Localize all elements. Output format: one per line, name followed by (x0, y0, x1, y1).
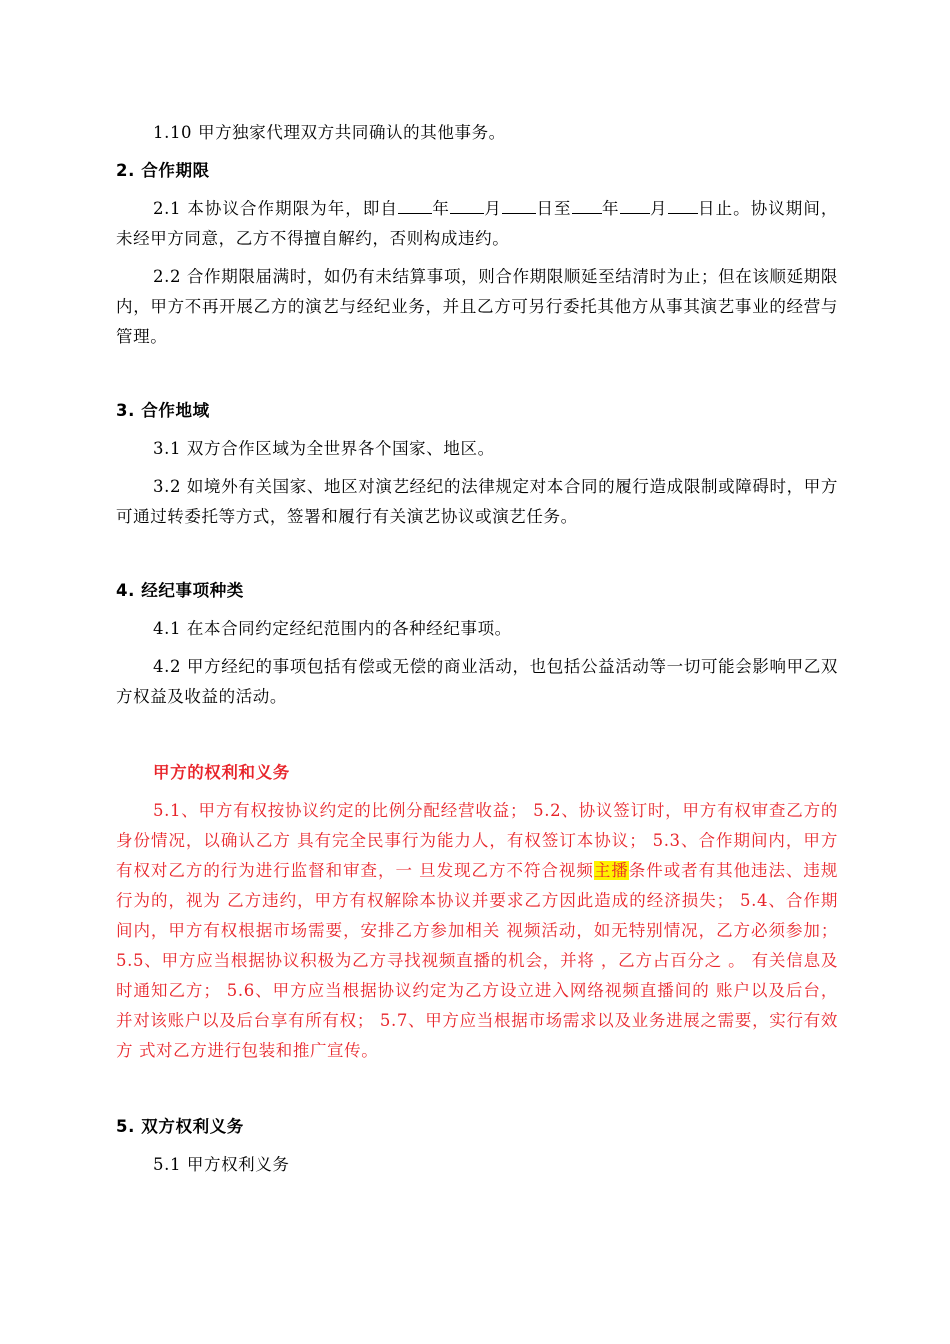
red-rights-paragraph (116, 796, 838, 1066)
clause-2-1 (116, 194, 838, 254)
clause-2-1-text-d: 日至 (536, 199, 572, 218)
clause-2-2: 2.2 合作期限届满时，如仍有未结算事项，则合作期限顺延至结清时为止；但在该顺延期限内，甲方不再开展乙方的演艺与经纪业务，并且乙方可另行委托其他方从事其演艺事业的经营与管理。 (116, 267, 838, 346)
highlighted-text: 主播 (593, 861, 629, 880)
document-body (116, 118, 838, 1180)
clause-2-1-text-c: 月 (483, 199, 502, 218)
section-heading-3: 3. 合作地域 (116, 401, 210, 420)
blank-line (572, 195, 602, 214)
clause-1-10: 1.10 甲方独家代理双方共同确认的其他事务。 (153, 123, 506, 142)
blank-line (620, 195, 650, 214)
clause-2-1-text-b: 年 (431, 199, 450, 218)
clause-4-1: 4.1 在本合同约定经纪范围内的各种经纪事项。 (153, 619, 512, 638)
blank-line (502, 195, 536, 214)
section-heading-2: 2. 合作期限 (116, 161, 210, 180)
blank-line (450, 195, 484, 214)
red-paragraph-text-before: 5.1、甲方有权按协议约定的比例分配经营收益； 5.2、协议签订时，甲方有权审查乙方的身份情况，以确认乙方 具有完全民事行为能力人，有权签订本协议； 5.3、合作期间内，甲方有权对乙方的行为进行监督和审查，一 旦发现乙方不符合视频 (116, 801, 838, 880)
clause-3-1: 3.1 双方合作区域为全世界各个国家、地区。 (153, 439, 495, 458)
clause-4-2: 4.2 甲方经纪的事项包括有偿或无偿的商业活动，也包括公益活动等一切可能会影响甲乙双方权益及收益的活动。 (116, 657, 838, 706)
red-paragraph-text-after: 条件或者有其他违法、违规行为的，视为 乙方违约，甲方有权解除本协议并要求乙方因此造成的经济损失； 5.4、合作期间内，甲方有权根据市场需要，安排乙方参加相关 视频活动，如无特别情况，乙方必须参加； 5.5、甲方应当根据协议积极为乙方寻找视频直播的机会，并将 ，乙方占百分之 。 有关信息及时通知乙方； 5.6、甲方应当根据协议约定为乙方设立进入网络视频直播间的 账户以及后台，并对该账户以及后台享有所有权； 5.7、甲方应当根据市场需求以及业务进展之需要，实行有效方 式对乙方进行包装和推广宣传。 (116, 861, 839, 1060)
clause-2-1-text-f: 月 (649, 199, 668, 218)
section-heading-4: 4. 经纪事项种类 (116, 581, 244, 600)
blank-line (398, 195, 432, 214)
clause-2-1-text-a: 2.1 本协议合作期限为年，即自 (153, 199, 398, 218)
red-section-heading: 甲方的权利和义务 (153, 763, 290, 782)
section-heading-5: 5. 双方权利义务 (116, 1117, 244, 1136)
clause-2-1-text-g: 日止。协议期间，未经甲方同意，乙方不得擅自解约，否则构成违约。 (116, 199, 839, 248)
clause-3-2: 3.2 如境外有关国家、地区对演艺经纪的法律规定对本合同的履行造成限制或障碍时，甲方可通过转委托等方式，签署和履行有关演艺协议或演艺任务。 (116, 477, 838, 526)
clause-5-1: 5.1 甲方权利义务 (153, 1155, 290, 1174)
blank-line (668, 195, 698, 214)
clause-2-1-text-e: 年 (601, 199, 620, 218)
